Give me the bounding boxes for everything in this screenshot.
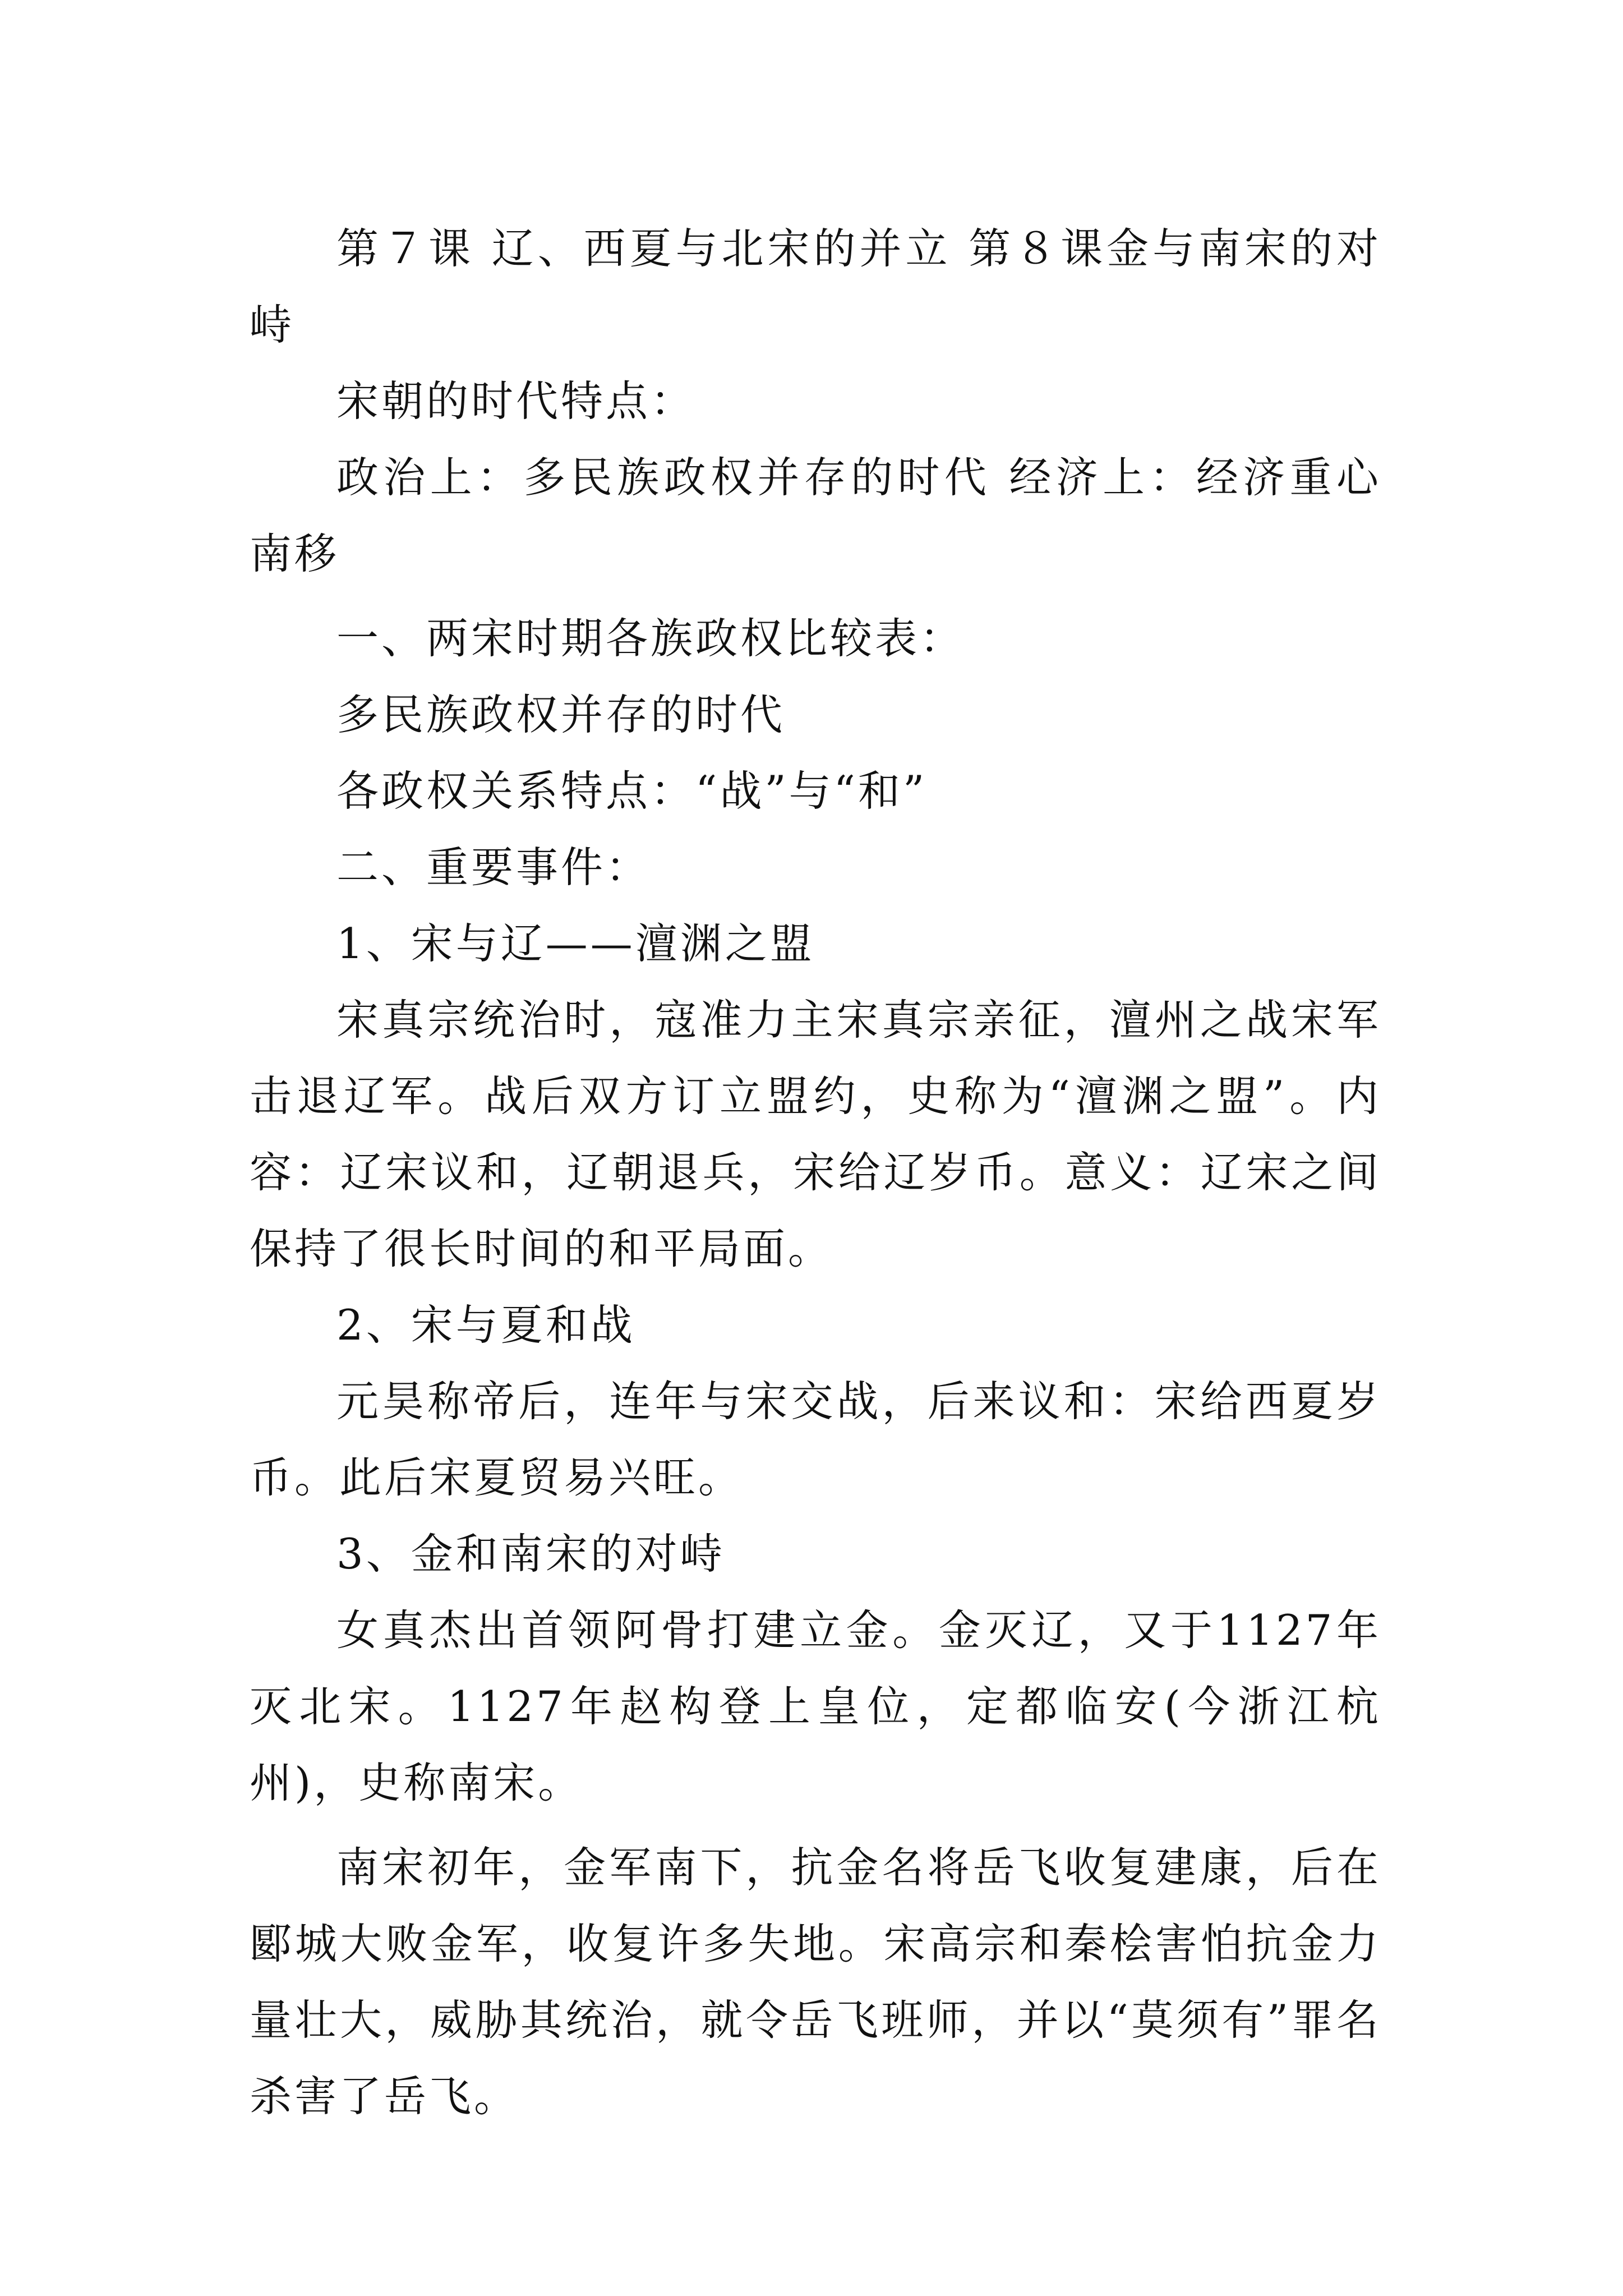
lesson-title: 第７课 辽、西夏与北宋的并立 第８课金与南宋的对峙 (250, 224, 1381, 349)
paragraph: 多民族政权并存的时代 (336, 690, 786, 739)
subsection-heading: 1、宋与辽——澶渊之盟 (336, 919, 815, 968)
document-body (250, 210, 1381, 2134)
paragraph: 宋朝的时代特点： (336, 376, 696, 426)
subsection-heading: 2、宋与夏和战 (336, 1300, 635, 1350)
paragraph: 南宋初年，金军南下，抗金名将岳飞收复建康，后在郾城大败金军，收复许多失地。宋高宗和秦桧害怕抗金力量壮大，威胁其统治，就令岳飞班师，并以“莫须有”罪名杀害了岳飞。 (250, 1843, 1381, 2121)
subsection-heading: 3、金和南宋的对峙 (336, 1529, 725, 1579)
paragraph: 元昊称帝后，连年与宋交战，后来议和：宋给西夏岁币。此后宋夏贸易兴旺。 (250, 1377, 1381, 1502)
paragraph: 各政权关系特点：“战”与“和” (336, 766, 928, 816)
section-heading: 一、两宋时期各族政权比较表： (336, 614, 965, 663)
paragraph: 女真杰出首领阿骨打建立金。金灭辽，又于1127年灭北宋。1127年赵构登上皇位，定都临安(今浙江杭州)，史称南宋。 (250, 1605, 1381, 1807)
paragraph: 政治上：多民族政权并存的时代 经济上：经济重心南移 (250, 453, 1381, 578)
section-heading: 二、重要事件： (336, 843, 651, 892)
paragraph: 宋真宗统治时，寇准力主宋真宗亲征，澶州之战宋军击退辽军。战后双方订立盟约，史称为“澶渊之盟”。内容：辽宋议和，辽朝退兵，宋给辽岁币。意义：辽宋之间保持了很长时间的和平局面。 (250, 995, 1381, 1273)
